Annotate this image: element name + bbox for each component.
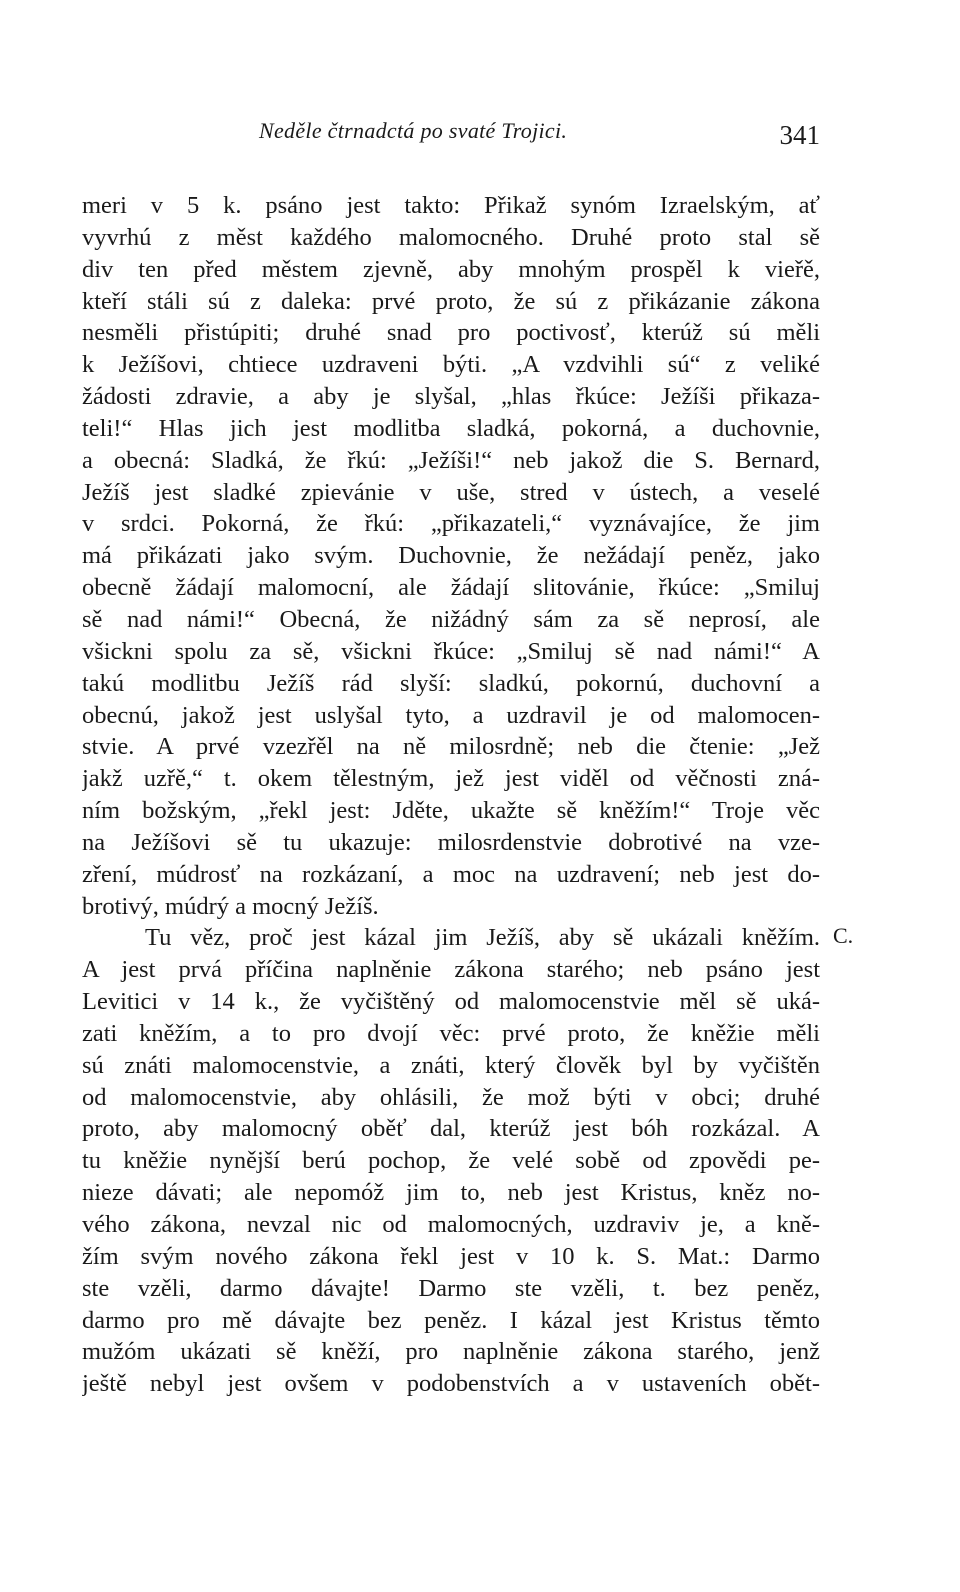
text-line: nesměli přistúpiti; druhé snad pro poctivosť, kterúž sú měli bbox=[82, 319, 820, 347]
text-line: takú modlitbu Ježíš rád slyší: sladkú, pokornú, duchovní a bbox=[82, 669, 820, 697]
text-line: ním božským, „řekl jest: Jděte, ukažte sě kněžím!“ Troje věc bbox=[82, 797, 820, 825]
text-line: žím svým nového zákona řekl jest v 10 k. S. Mat.: Darmo bbox=[82, 1242, 820, 1270]
body-text bbox=[82, 190, 820, 1400]
text-line: mužóm ukázati sě kněží, pro naplněnie zákona starého, jenž bbox=[82, 1338, 820, 1366]
text-line: má přikázati jako svým. Duchovnie, že nežádají peněz, jako bbox=[82, 542, 820, 570]
text-line: v srdci. Pokorná, že řkú: „přikazateli,“ vyznávajíce, že jim bbox=[82, 510, 820, 538]
text-line: tu kněžie nynější berú pochop, že velé sobě od zpovědi pe- bbox=[82, 1147, 820, 1175]
text-line: div ten před městem zjevně, aby mnohým prospěl k vieřě, bbox=[82, 255, 820, 283]
text-line: darmo pro mě dávajte bez peněz. I kázal jest Kristus těmto bbox=[82, 1306, 820, 1334]
text-line: k Ježíšovi, chtiece uzdraveni býti. „A vzdvihli sú“ z veliké bbox=[82, 351, 820, 379]
text-line: Tu věz, proč jest kázal jim Ježíš, aby sě ukázali kněžím. bbox=[145, 924, 820, 952]
text-line: všickni spolu za sě, všickni řkúce: „Smiluj sě nad námi!“ A bbox=[82, 637, 820, 665]
text-line: sě nad námi!“ Obecná, že nižádný sám za sě neprosí, ale bbox=[82, 605, 820, 633]
text-line: teli!“ Hlas jich jest modlitba sladká, pokorná, a duchovnie, bbox=[82, 414, 820, 442]
text-line: Ježíš jest sladké zpievánie v uše, stred v ústech, a veselé bbox=[82, 478, 820, 506]
text-line: brotivý, múdrý a mocný Ježíš. bbox=[82, 892, 379, 920]
text-line: vého zákona, nevzal nic od malomocných, uzdraviv je, a kně- bbox=[82, 1211, 820, 1238]
text-line: Levitici v 14 k., že vyčištěný od malomocenstvie měl sě uká- bbox=[82, 988, 820, 1016]
text-line: proto, aby malomocný oběť dal, kterúž jest bóh rozkázal. A bbox=[82, 1115, 820, 1143]
text-line: kteří stáli sú z daleka: prvé proto, že sú z přikázanie zákona bbox=[82, 287, 820, 315]
text-line: zření, múdrosť na rozkázaní, a moc na uzdravení; neb jest do- bbox=[82, 860, 820, 888]
text-line: žádosti zdravie, a aby je slyšal, „hlas řkúce: Ježíši přikaza- bbox=[82, 383, 820, 411]
text-line: na Ježíšovi sě tu ukazuje: milosrdenstvie dobrotivé na vze- bbox=[82, 828, 820, 856]
text-line: jakž uzřě,“ t. okem tělestným, jež jest viděl od věčnosti zná- bbox=[82, 765, 820, 793]
text-line: sú znáti malomocenstvie, a znáti, který člověk byl by vyčištěn bbox=[82, 1051, 820, 1079]
running-title: Neděle čtrnadctá po svaté Trojici. bbox=[259, 118, 568, 143]
text-line: od malomocenstvie, aby ohlásili, že mož býti v obci; druhé bbox=[82, 1083, 820, 1111]
text-line: obecnú, jakož jest uslyšal tyto, a uzdravil je od malomocen- bbox=[82, 701, 820, 729]
page-header bbox=[82, 118, 820, 158]
text-line: meri v 5 k. psáno jest takto: Přikaž synóm Izraelským, ať bbox=[82, 192, 820, 219]
text-line: ste vzěli, darmo dávajte! Darmo ste vzěli, t. bez peněz, bbox=[82, 1274, 820, 1302]
text-line: A jest prvá příčina naplněnie zákona starého; neb psáno jest bbox=[82, 956, 820, 984]
page-number: 341 bbox=[779, 120, 820, 150]
text-line: obecně žádají malomocní, ale žádají slitovánie, řkúce: „Smiluj bbox=[82, 574, 820, 602]
text-line: a obecná: Sladká, že řkú: „Ježíši!“ neb jakož die S. Bernard, bbox=[82, 446, 820, 474]
margin-note: C. bbox=[833, 923, 854, 948]
text-line: nieze dávati; ale nepomóž jim to, neb jest Kristus, kněz no- bbox=[82, 1179, 820, 1207]
text-line: stvie. A prvé vzezřěl na ně milosrdně; neb die čtenie: „Jež bbox=[82, 733, 820, 761]
text-line: vyvrhú z měst každého malomocného. Druhé proto stal sě bbox=[82, 223, 820, 251]
text-line: zati kněžím, a to pro dvojí věc: prvé proto, že kněžie měli bbox=[82, 1019, 820, 1047]
text-line: ještě nebyl jest ovšem v podobenstvích a v ustaveních obět- bbox=[82, 1370, 820, 1398]
